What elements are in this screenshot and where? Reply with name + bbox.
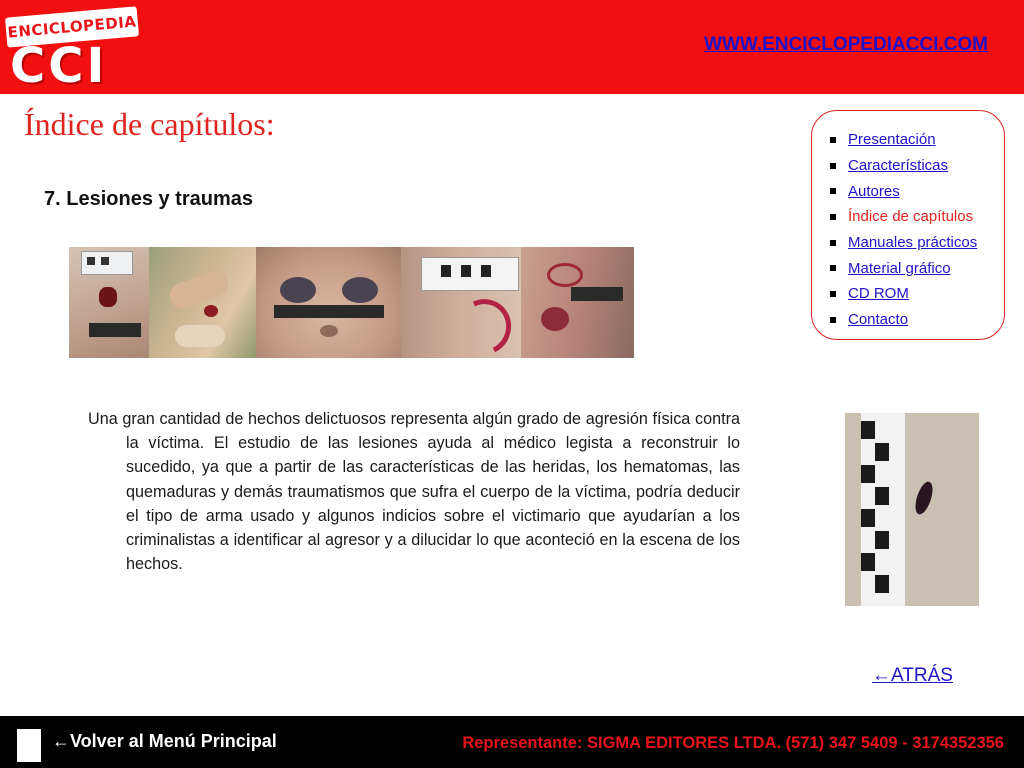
scale-marker xyxy=(87,257,95,265)
ruler-square xyxy=(861,465,875,483)
scale-marker xyxy=(481,265,491,277)
page-title: Índice de capítulos: xyxy=(24,106,275,142)
burn-mark xyxy=(541,307,569,331)
nose-shape xyxy=(320,325,338,337)
ruler-square xyxy=(861,509,875,527)
nav-item-presentacion xyxy=(830,127,1004,153)
black-eyes-photo xyxy=(256,247,401,358)
bullet-icon xyxy=(830,163,836,169)
nav-link-contacto[interactable]: Contacto xyxy=(848,311,909,329)
censor-bar xyxy=(274,305,384,318)
white-square-icon xyxy=(17,729,41,762)
bruise-mark xyxy=(342,277,378,303)
neck-wound-photo xyxy=(401,247,521,358)
logo-top-text: ENCICLOPEDIA xyxy=(6,12,138,42)
wound-mark xyxy=(204,305,218,317)
nav-item-cdrom xyxy=(830,281,1004,307)
ruler-square xyxy=(875,531,889,549)
nav-link-autores[interactable]: Autores xyxy=(848,182,900,200)
header-bar xyxy=(0,0,1024,94)
bullet-icon xyxy=(830,188,836,194)
censor-bar xyxy=(571,287,623,301)
nav-link-presentacion[interactable]: Presentación xyxy=(848,131,936,149)
nav-item-contacto xyxy=(830,307,1004,333)
nav-link-material[interactable]: Material gráfico xyxy=(848,259,951,277)
nav-link-cdrom[interactable]: CD ROM xyxy=(848,285,909,303)
bullet-icon xyxy=(830,137,836,143)
ruler-square xyxy=(875,487,889,505)
nav-item-autores xyxy=(830,178,1004,204)
burn-mark xyxy=(547,263,583,287)
finger-shape xyxy=(166,268,231,313)
bruise-mark xyxy=(280,277,316,303)
wound-mark xyxy=(449,291,519,358)
bullet-icon xyxy=(830,214,836,220)
representative-info: Representante: SIGMA EDITORES LTDA. (571) 347 5409 - 3174352356 xyxy=(462,734,1004,752)
logo-big-text: CCI xyxy=(10,38,108,94)
site-url-link[interactable]: WWW.ENCICLOPEDIACCI.COM xyxy=(704,34,988,55)
nav-current-indice: Índice de capítulos xyxy=(848,208,974,226)
injury-photo-strip xyxy=(69,247,634,358)
finger-shape xyxy=(175,325,225,347)
main-menu-link[interactable]: ←Volver al Menú Principal xyxy=(52,731,277,751)
bullet-icon xyxy=(830,317,836,323)
chapter-heading: 7. Lesiones y traumas xyxy=(44,188,253,210)
bullet-icon xyxy=(830,291,836,297)
wound-mark xyxy=(99,287,117,307)
hand-injury-photo xyxy=(149,247,256,358)
chapter-description: Una gran cantidad de hechos delictuosos representa algún grado de agresión física contra la víctima. El estudio de las lesiones ayuda al médico legista a reconstruir lo sucedido, ya que a partir de las características de las heridas, los hematomas, las quemaduras y demás traumatismos que sufra el cuerpo de la víctima, podría deducir el tipo de arma usado y algunos indicios sobre el victimario que ayudarían a los criminalistas a identificar al agresor y a dilucidar lo que aconteció en la escena de los hechos. xyxy=(88,410,740,574)
ruler-square xyxy=(875,443,889,461)
nav-item-material xyxy=(830,255,1004,281)
face-burn-photo xyxy=(521,247,634,358)
wound-mark xyxy=(912,480,936,517)
scale-marker xyxy=(101,257,109,265)
scale-marker xyxy=(461,265,471,277)
footer-bar xyxy=(0,716,1024,768)
nav-link-manuales[interactable]: Manuales prácticos xyxy=(848,234,978,252)
chapter-navigation xyxy=(811,110,1005,340)
ruler-square xyxy=(875,575,889,593)
ruler-square xyxy=(861,421,875,439)
censor-bar xyxy=(89,323,141,337)
back-link[interactable]: ←ATRÁS xyxy=(872,665,953,686)
bullet-icon xyxy=(830,265,836,271)
nav-item-manuales xyxy=(830,230,1004,256)
nav-item-indice xyxy=(830,204,1004,230)
nav-item-caracteristicas xyxy=(830,153,1004,179)
wound-ruler-photo xyxy=(845,413,979,606)
forehead-wound-photo xyxy=(69,247,149,358)
bullet-icon xyxy=(830,240,836,246)
nav-link-caracteristicas[interactable]: Características xyxy=(848,157,949,175)
scale-marker xyxy=(441,265,451,277)
enciclopedia-cci-logo[interactable] xyxy=(6,8,146,94)
ruler-square xyxy=(861,553,875,571)
